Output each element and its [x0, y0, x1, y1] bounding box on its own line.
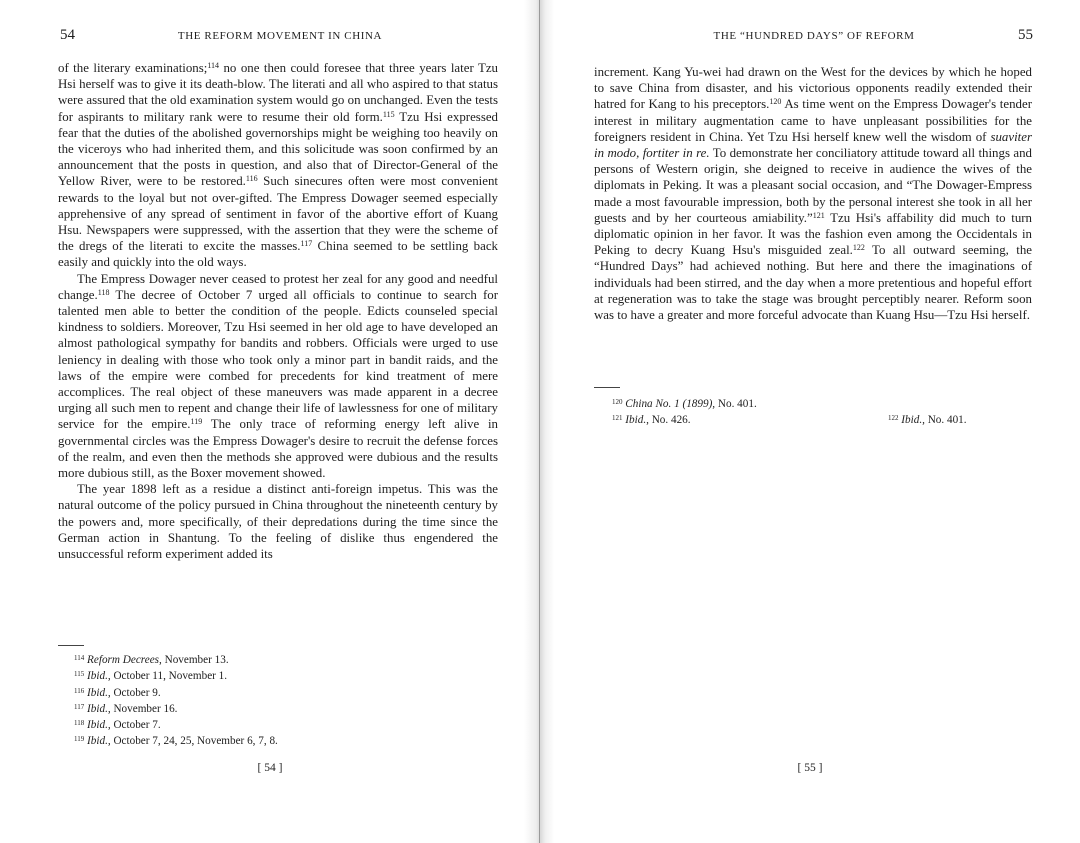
footnote-ref: 121	[812, 210, 825, 220]
text-run: To demonstrate her conciliatory attitude toward all things and persons of Western origin, she deigned to receive in audience the wives of the diplomats in Peking. It was a pleasant social occasion, and “The Dowager-Empress made a most favourable impression, both by the personal interest she took in all her guests and by her courteous amiability.”	[594, 146, 1032, 225]
footnotes	[74, 652, 278, 750]
paragraph	[58, 60, 498, 271]
text-run: The Empress Dowager never ceased to protest her zeal for any good and needful change.	[58, 271, 498, 302]
running-head: THE REFORM MOVEMENT IN CHINA	[177, 30, 383, 42]
footnote: $^{115}$ Ibid., October 11, November 1.	[74, 670, 228, 683]
text-run: The year 1898 left as a residue a distinct anti-foreign impetus. This was the natural outcome of the policy pursued in China throughout the nineteenth century by the powers and, more specifically, of their depredations during the time since the German action in Shantung. To the feeling of dislike thus engendered the unsuccessful reform experiment added its	[58, 482, 498, 562]
text-run: Tzu Hsi's affability did much to turn diplomatic opinion in her favor. It was the fashion even among the Occidentals in Peking to decry Kuang Hsu's misguided zeal.	[594, 210, 1033, 258]
footnote: $^{120}$ China No. 1 (1899), No. 401.	[612, 398, 757, 410]
page-folio: [ 55 ]	[797, 762, 823, 774]
footnote-ref: 118	[97, 287, 110, 297]
italic-text: suaviter in modo, fortiter in re.	[594, 129, 1032, 161]
page-number: 55	[1018, 27, 1033, 43]
body-text	[58, 60, 498, 562]
paragraph	[594, 64, 1032, 323]
footnote: $^{121}$ Ibid., No. 426.	[612, 414, 691, 427]
footnote: $^{117}$ Ibid., November 16.	[74, 702, 178, 715]
footnote: $^{116}$ Ibid., October 9.	[74, 686, 161, 699]
footnote-rule	[58, 645, 84, 646]
page-folio: [ 54 ]	[257, 762, 283, 774]
footnote-rule	[594, 387, 620, 388]
footnotes	[612, 396, 757, 429]
footnote: $^{118}$ Ibid., October 7.	[74, 719, 161, 732]
text-run: of the literary examinations;	[58, 61, 208, 75]
footnote-ref: 122	[852, 243, 865, 253]
text-run: no one then could foresee that three years later Tzu Hsi herself was to give it its death-blow. The literati and all who aspired to that status were assured that the old examination system would go on unchanged. Even the tests for aspirants to military rank were to resume their old form.	[58, 61, 498, 124]
footnote-ref: 120	[769, 97, 782, 107]
text-run: increment. Kang Yu-wei had drawn on the West for the devices by which he hoped to save China from disaster, and his victorious opponents readily extended their hatred for Kang to his preceptors.	[594, 65, 1032, 112]
footnote-ref: 116	[245, 174, 258, 184]
text-run: The decree of October 7 urged all officials to continue to search for talented men able to better the condition of the people. Edicts counseled special kindness to soldiers. Moreover, Tzu Hsi seemed in her old age to have developed an almost pathological sympathy for bandits and robbers. Officials were urged to use leniency in dealing with those who took only a minor part in bandit raids, and the laws of the empire were combed for precedents for kind treatment of mere accomplices. The real object of these maneuvers was made apparent in a decree urging all such men to repent and change their life of lawlessness for one of military service for the empire.	[58, 287, 498, 432]
footnote-ref: 117	[300, 239, 313, 249]
footnotes	[888, 412, 967, 428]
paragraph	[58, 481, 498, 562]
footnote: $^{119}$ Ibid., October 7, 24, 25, November 6, 7, 8.	[74, 735, 278, 748]
text-run: Tzu Hsi expressed fear that the duties of the abolished governorships might be weighing too heavily on the viceroys who had inherited them, and this solicitude was soon confirmed by an announcement that the posts in question, and also that of Director-General of the Yellow River, were to be restored.	[58, 109, 498, 189]
body-text	[594, 64, 1032, 323]
footnote-ref: 119	[190, 417, 203, 427]
text-run: China seemed to be settling back easily and quickly into the old ways.	[58, 239, 498, 270]
running-head: THE “HUNDRED DAYS” OF REFORM	[713, 30, 915, 42]
text-run: To all outward seeming, the “Hundred Days” had achieved nothing. But here and there the imaginations of individuals had been stirred, and the day when a more pretentious and hopeful effort at regeneration was to take the stage was brought perceptibly nearer. Reform soon was to have a greater and more forceful advocate than Kuang Hsu—Tzu Hsi herself.	[594, 243, 1032, 323]
text-run: Such sinecures often were most convenient rewards to the loyal but not over-gifted. The Empress Dowager seemed especially apprehensive of any spread of sentiment in favor of the abortive effort of Kuang Hsu. Newspapers were suppressed, with the assertion that they were the scheme of the dregs of the literati to excite the masses.	[58, 174, 498, 254]
text-run: As time went on the Empress Dowager's tender interest in military augmentation came to have unpleasant possibilities for the foreigners resident in China. Yet Tzu Hsi herself knew well the wisdom of	[594, 97, 1033, 144]
footnote-ref: 115	[382, 109, 395, 119]
paragraph	[58, 271, 498, 482]
page-number: 54	[60, 27, 75, 43]
text-run: The only trace of reforming energy left alive in governmental circles was the Empress Dowager's desire to recruit the defense forces of the realm, and even then the methods she approved were dubious and the results more dubious still, as the Boxer movement showed.	[58, 417, 498, 481]
footnote-ref: 114	[207, 61, 220, 70]
footnote: $^{114}$ Reform Decrees, November 13.	[74, 654, 229, 666]
footnote: $^{122}$ Ibid., No. 401.	[888, 414, 967, 426]
right-page	[540, 0, 1080, 843]
